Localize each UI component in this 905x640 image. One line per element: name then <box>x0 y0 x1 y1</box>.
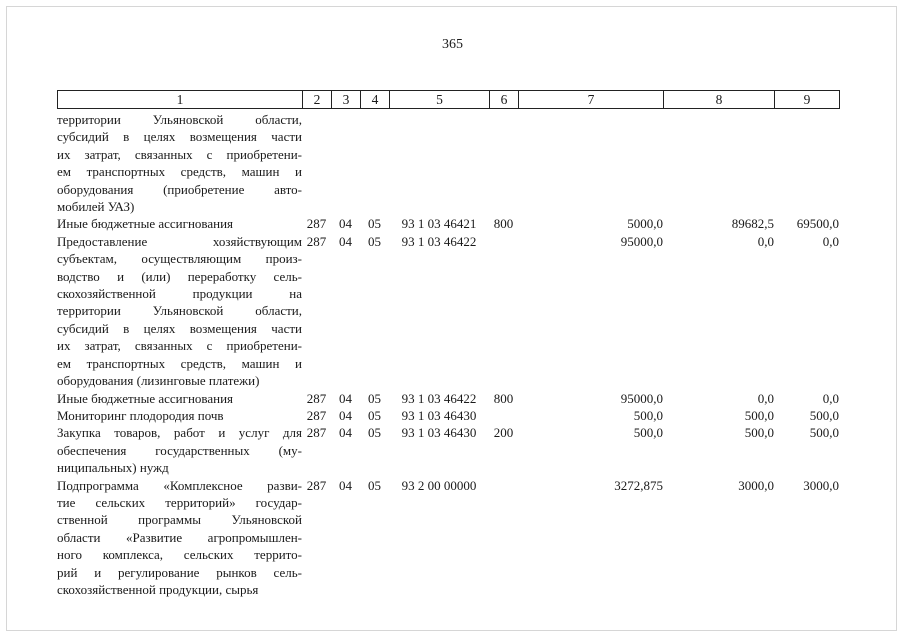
cell-target-article: 93 1 03 46430 <box>401 407 477 423</box>
cell-name-line: оборудования (лизинговые платежи) <box>57 373 260 389</box>
cell-expense-type: 800 <box>493 390 514 406</box>
cell-name-line: субсидий в целях возмещения части <box>57 320 302 336</box>
cell-expense-type <box>489 233 518 390</box>
cell-name-line: оборудования (приобретение авто- <box>57 181 302 197</box>
page-number: 365 <box>442 37 463 52</box>
cell-subsection: 05 <box>368 477 381 493</box>
cell-name <box>57 111 302 215</box>
table-row <box>57 215 839 232</box>
cell-amount-col7: 500,0 <box>633 407 663 423</box>
cell-section <box>331 111 360 215</box>
cell-name-line: субъектам, осуществляющим произ- <box>57 251 302 267</box>
cell-name-line: Мониторинг плодородия почв <box>57 407 224 423</box>
column-header: 4 <box>361 91 390 109</box>
cell-name-line: ного комплекса, сельских террито- <box>57 547 302 563</box>
cell-section: 04 <box>339 425 352 441</box>
column-header: 9 <box>775 91 840 109</box>
cell-expense-type <box>489 111 518 215</box>
cell-subsection: 05 <box>368 407 381 423</box>
cell-amount-col8: 0,0 <box>757 233 774 249</box>
cell-expense-type <box>489 477 518 599</box>
cell-name-line: области «Развитие агропромышлен- <box>57 529 302 545</box>
cell-target-article: 93 1 03 46421 <box>401 216 477 232</box>
cell-name-line: Иные бюджетные ассигнования <box>57 390 234 406</box>
cell-expense-type <box>489 407 518 424</box>
cell-code-admin: 287 <box>306 407 327 423</box>
cell-name <box>57 215 302 232</box>
cell-name-line: ем транспортных средств, машин и <box>57 164 302 180</box>
cell-name-line: Закупка товаров, работ и услуг для <box>57 425 302 441</box>
cell-name-line: их затрат, связанных с приобретени- <box>57 146 302 162</box>
cell-name-line: их затрат, связанных с приобретени- <box>57 338 302 354</box>
budget-table <box>57 111 839 598</box>
cell-subsection: 05 <box>368 233 381 249</box>
cell-code-admin: 287 <box>306 477 327 493</box>
cell-name-line: ниципальных) нужд <box>57 460 169 476</box>
cell-target-article: 93 2 00 00000 <box>401 477 477 493</box>
cell-name-line: территории Ульяновской области, <box>57 112 302 127</box>
cell-expense-type: 800 <box>493 216 514 232</box>
cell-amount-col8: 500,0 <box>744 425 774 441</box>
cell-name-line: ственной программы Ульяновской <box>57 512 302 528</box>
cell-amount-col9: 69500,0 <box>796 216 839 232</box>
column-header: 3 <box>332 91 361 109</box>
cell-name-line: водство и (или) переработку сель- <box>57 268 302 284</box>
column-header: 6 <box>490 91 519 109</box>
cell-name <box>57 477 302 599</box>
cell-subsection <box>360 111 389 215</box>
table-row <box>57 390 839 407</box>
table-row <box>57 477 839 599</box>
cell-amount-col9: 3000,0 <box>803 477 839 493</box>
cell-name-line: Иные бюджетные ассигнования <box>57 216 234 232</box>
cell-code-admin <box>302 111 331 215</box>
cell-amount-col8: 89682,5 <box>731 216 774 232</box>
cell-amount-col7: 95000,0 <box>620 233 663 249</box>
cell-code-admin: 287 <box>306 425 327 441</box>
cell-target-article: 93 1 03 46422 <box>401 233 477 249</box>
column-header: 7 <box>519 91 664 109</box>
cell-amount-col9: 0,0 <box>822 233 839 249</box>
cell-name-line: территории Ульяновской области, <box>57 303 302 319</box>
cell-amount-col8: 3000,0 <box>738 477 774 493</box>
cell-amount-col8: 500,0 <box>744 407 774 423</box>
cell-amount-col9 <box>774 111 839 215</box>
cell-code-admin: 287 <box>306 216 327 232</box>
cell-amount-col8 <box>663 111 774 215</box>
cell-name-line: Предоставление хозяйствующим <box>57 233 302 249</box>
cell-name <box>57 424 302 476</box>
cell-amount-col7 <box>518 111 663 215</box>
cell-amount-col8: 0,0 <box>757 390 774 406</box>
cell-target-article <box>389 111 489 215</box>
table-body <box>57 111 839 598</box>
table-row <box>57 424 839 476</box>
column-header: 8 <box>664 91 775 109</box>
cell-section: 04 <box>339 233 352 249</box>
table-row <box>57 407 839 424</box>
cell-name-line: обеспечения государственных (му- <box>57 442 302 458</box>
cell-name <box>57 233 302 390</box>
table-row <box>57 111 839 215</box>
cell-amount-col7: 500,0 <box>633 425 663 441</box>
cell-subsection: 05 <box>368 425 381 441</box>
cell-target-article: 93 1 03 46430 <box>401 425 477 441</box>
cell-name-line: Подпрограмма «Комплексное разви- <box>57 477 302 493</box>
cell-name-line: рий и регулирование рынков сель- <box>57 564 302 580</box>
cell-expense-type: 200 <box>493 425 514 441</box>
column-header-row <box>58 91 840 109</box>
cell-code-admin: 287 <box>306 390 327 406</box>
cell-subsection: 05 <box>368 216 381 232</box>
cell-target-article: 93 1 03 46422 <box>401 390 477 406</box>
cell-name-line: скохозяйственной продукции на <box>57 286 302 302</box>
cell-name <box>57 390 302 407</box>
cell-name-line: мобилей УАЗ) <box>57 199 135 215</box>
cell-amount-col7: 95000,0 <box>620 390 663 406</box>
cell-name-line: скохозяйственной продукции, сырья <box>57 581 259 597</box>
cell-section: 04 <box>339 390 352 406</box>
column-header: 1 <box>58 91 303 109</box>
table-row <box>57 233 839 390</box>
cell-name-line: тие сельских территорий» государ- <box>57 494 302 510</box>
column-header: 5 <box>390 91 490 109</box>
cell-section: 04 <box>339 216 352 232</box>
cell-code-admin: 287 <box>306 233 327 249</box>
column-header: 2 <box>303 91 332 109</box>
cell-section: 04 <box>339 407 352 423</box>
cell-subsection: 05 <box>368 390 381 406</box>
cell-name-line: субсидий в целях возмещения части <box>57 129 302 145</box>
cell-amount-col7: 5000,0 <box>627 216 663 232</box>
cell-name <box>57 407 302 424</box>
cell-amount-col7: 3272,875 <box>614 477 663 493</box>
cell-name-line: ем транспортных средств, машин и <box>57 355 302 371</box>
column-header-table <box>57 90 840 109</box>
cell-amount-col9: 500,0 <box>809 425 839 441</box>
cell-section: 04 <box>339 477 352 493</box>
cell-amount-col9: 0,0 <box>822 390 839 406</box>
cell-amount-col9: 500,0 <box>809 407 839 423</box>
